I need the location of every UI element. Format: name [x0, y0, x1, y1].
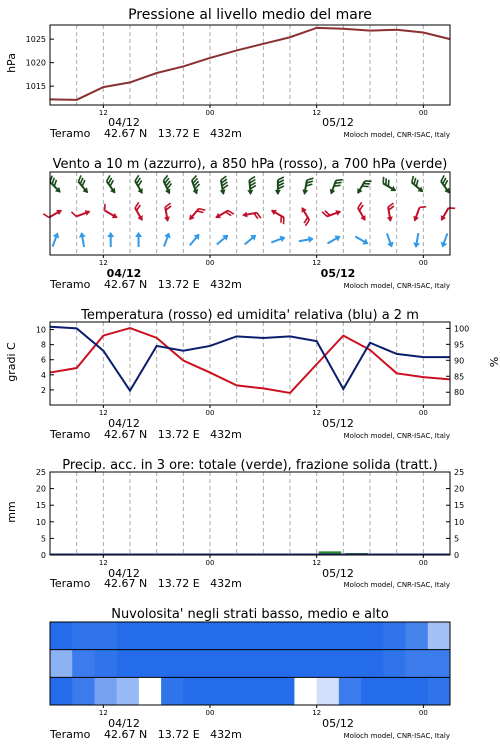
- wind-barb: [159, 175, 175, 195]
- date-label-2: 05/12: [322, 116, 354, 129]
- title-clouds: Nuvolosita' negli strati basso, medio e alto: [111, 607, 389, 622]
- wind-barb-head: [85, 208, 92, 215]
- wind-barb: [412, 232, 421, 248]
- y-tick-label: 1015: [25, 82, 46, 92]
- ylabel-precip: mm: [5, 501, 18, 523]
- wind-barb: [354, 202, 371, 222]
- y-tick-label-right: 20: [454, 484, 465, 494]
- cloud-cell: [228, 650, 251, 678]
- date-label-1: 04/12: [108, 116, 140, 129]
- wind-barb: [297, 206, 314, 226]
- wind-barb: [298, 235, 314, 244]
- wind-barb: [385, 203, 397, 222]
- time-tick-label: 00: [205, 259, 215, 267]
- cloud-cell: [294, 622, 317, 650]
- cloud-cell: [50, 677, 73, 705]
- coords-label: 42.67 N 13.72 E 432m: [104, 278, 242, 291]
- wind-barb: [354, 233, 370, 247]
- cloud-cell: [361, 677, 384, 705]
- wind-barb-head: [387, 216, 394, 222]
- y-tick-label-right: 10: [454, 517, 465, 527]
- ylabel-pressure: hPa: [5, 53, 18, 73]
- wind-barb-head: [247, 190, 253, 196]
- wind-barb-head: [220, 189, 227, 195]
- wind-barb: [135, 232, 142, 247]
- panel-frame: [50, 25, 450, 105]
- cloud-cell: [228, 677, 251, 705]
- wind-barb-head: [112, 213, 119, 221]
- wind-barb: [268, 207, 288, 224]
- date-label-2: 05/12: [322, 417, 354, 430]
- wind-barb: [103, 175, 121, 195]
- model-credit: Moloch model, CNR-ISAC, Italy: [343, 581, 450, 589]
- cloud-cell: [72, 622, 95, 650]
- station-label: Teramo: [50, 728, 91, 741]
- cloud-cell: [117, 677, 140, 705]
- panel-frame: [50, 472, 450, 555]
- wind-barb: [270, 234, 286, 246]
- y-tick-label: 15: [35, 501, 46, 511]
- time-tick-label: 00: [205, 409, 215, 417]
- cloud-cell: [117, 622, 140, 650]
- cloud-cell: [94, 622, 117, 650]
- cloud-cell: [183, 622, 206, 650]
- wind-barb: [101, 204, 121, 221]
- wind-barb-head: [355, 188, 363, 195]
- cloud-cell: [72, 677, 95, 705]
- y-tick-label-right: 25: [454, 468, 465, 477]
- cloud-cell: [206, 650, 229, 678]
- time-tick-label: 12: [98, 409, 108, 417]
- wind-arrow-head: [412, 242, 420, 248]
- wind-barb: [131, 202, 148, 222]
- cloud-cell: [339, 677, 362, 705]
- wind-barb-head: [301, 189, 308, 195]
- y-tick-label: 4: [40, 370, 46, 380]
- cloud-cell: [383, 677, 406, 705]
- station-label: Teramo: [50, 127, 91, 140]
- cloud-cell: [428, 677, 451, 705]
- time-tick-label: 12: [312, 259, 322, 267]
- wind-arrow-head: [439, 242, 447, 249]
- wind-barb: [438, 204, 455, 224]
- cloud-cell: [161, 677, 184, 705]
- wind-barb: [107, 232, 114, 247]
- wind-arrow-head: [308, 235, 314, 243]
- y-tick-label-right: 15: [454, 501, 465, 511]
- date-label-2: 05/12: [320, 267, 356, 280]
- wind-barb-head: [192, 189, 199, 196]
- model-credit: Moloch model, CNR-ISAC, Italy: [343, 432, 450, 440]
- wind-barb: [162, 203, 174, 222]
- time-tick-label: 00: [418, 559, 428, 567]
- cloud-cell: [50, 650, 73, 678]
- cloud-cell: [294, 677, 317, 705]
- y-tick-label: 5: [40, 534, 46, 544]
- wind-barb: [215, 232, 231, 247]
- cloud-cell: [183, 677, 206, 705]
- wind-barb: [328, 177, 343, 197]
- wind-barb-head: [412, 216, 419, 223]
- y-tick-label: 10: [35, 325, 46, 335]
- cloud-cell: [406, 677, 429, 705]
- cloud-cell: [183, 650, 206, 678]
- y-tick-label-right: 85: [454, 372, 465, 382]
- ylabel-temperature: gradi C: [5, 342, 18, 382]
- time-tick-label: 12: [312, 559, 322, 567]
- time-tick-label: 12: [98, 559, 108, 567]
- humidity-line: [50, 327, 450, 391]
- time-tick-label: 00: [205, 109, 215, 117]
- y-tick-label: 20: [35, 484, 46, 494]
- wind-barb: [275, 177, 284, 195]
- cloud-cell: [317, 677, 340, 705]
- wind-barb: [78, 232, 87, 248]
- wind-barb: [188, 176, 203, 196]
- y-tick-label: 0: [40, 551, 46, 560]
- cloud-cell: [383, 622, 406, 650]
- wind-arrow-head: [107, 232, 114, 237]
- y-tick-label-right: 95: [454, 340, 465, 350]
- cloud-cell: [50, 622, 73, 650]
- time-tick-label: 00: [418, 709, 428, 717]
- date-label-2: 05/12: [322, 567, 354, 580]
- cloud-cell: [317, 622, 340, 650]
- wind-barb-head: [299, 206, 307, 213]
- title-pressure: Pressione al livello medio del mare: [128, 7, 372, 23]
- cloud-cell: [339, 650, 362, 678]
- wind-barb: [437, 175, 455, 195]
- cloud-cell: [206, 622, 229, 650]
- wind-barb: [187, 204, 205, 224]
- wind-arrow-head: [334, 233, 342, 242]
- cloud-cell: [317, 650, 340, 678]
- ylabel-temperature-right: %: [487, 356, 500, 368]
- wind-arrow-head: [362, 238, 370, 247]
- cloud-cell: [72, 650, 95, 678]
- wind-arrow-head: [387, 242, 395, 249]
- cloud-cell: [94, 677, 117, 705]
- y-tick-label-right: 100: [454, 324, 470, 334]
- date-label-1: 04/12: [108, 717, 140, 730]
- wind-barb: [217, 176, 229, 195]
- wind-barb: [74, 175, 92, 195]
- wind-barb-flag: [278, 177, 284, 180]
- wind-barb: [412, 204, 427, 224]
- wind-barb: [439, 232, 451, 248]
- wind-barb: [322, 206, 342, 221]
- wind-barb: [355, 177, 372, 197]
- wind-barb-head: [242, 212, 248, 219]
- pressure-line: [50, 28, 450, 100]
- wind-barb: [242, 209, 261, 221]
- wind-barb-head: [269, 207, 276, 215]
- title-wind: Vento a 10 m (azzurro), a 850 hPa (rosso), a 700 hPa (verde): [52, 157, 448, 172]
- station-label: Teramo: [50, 577, 91, 590]
- model-credit: Moloch model, CNR-ISAC, Italy: [343, 732, 450, 740]
- wind-arrow-head: [78, 232, 86, 238]
- coords-label: 42.67 N 13.72 E 432m: [104, 577, 242, 590]
- cloud-cell: [250, 677, 273, 705]
- cloud-cell: [161, 650, 184, 678]
- wind-barb-head: [360, 215, 368, 222]
- wind-barb: [408, 176, 428, 194]
- wind-arrow-head: [53, 231, 61, 238]
- wind-barb-head: [214, 213, 221, 221]
- wind-arrow-head: [279, 234, 286, 242]
- station-label: Teramo: [50, 278, 91, 291]
- station-label: Teramo: [50, 428, 91, 441]
- wind-arrow-head: [164, 231, 172, 238]
- cloud-cell: [361, 650, 384, 678]
- wind-barb: [49, 231, 61, 247]
- coords-label: 42.67 N 13.72 E 432m: [104, 728, 242, 741]
- y-tick-label: 25: [35, 468, 46, 477]
- date-label-1: 04/12: [108, 417, 140, 430]
- wind-barb-head: [137, 215, 145, 222]
- wind-barb: [131, 175, 148, 195]
- title-temperature: Temperatura (rosso) ed umidita' relativa (blu) a 2 m: [81, 308, 419, 323]
- cloud-cell: [406, 650, 429, 678]
- wind-barb-head: [438, 215, 446, 222]
- y-tick-label: 8: [40, 340, 46, 350]
- wind-barb: [71, 206, 91, 221]
- y-tick-label: 1025: [25, 35, 46, 45]
- wind-barb: [301, 177, 313, 196]
- time-tick-label: 00: [418, 109, 428, 117]
- cloud-cell: [250, 622, 273, 650]
- wind-barb: [326, 233, 342, 247]
- y-tick-label-right: 80: [454, 388, 465, 398]
- cloud-cell: [361, 622, 384, 650]
- time-tick-label: 12: [312, 409, 322, 417]
- y-tick-label: 2: [40, 385, 46, 395]
- model-credit: Moloch model, CNR-ISAC, Italy: [343, 282, 450, 290]
- time-tick-label: 00: [205, 709, 215, 717]
- wind-barb-head: [328, 189, 335, 196]
- cloud-cell: [117, 650, 140, 678]
- coords-label: 42.67 N 13.72 E 432m: [104, 428, 242, 441]
- wind-arrow-head: [135, 232, 142, 237]
- cloud-cell: [250, 650, 273, 678]
- wind-barb-flag: [336, 178, 343, 183]
- coords-label: 42.67 N 13.72 E 432m: [104, 127, 242, 140]
- y-tick-label: 6: [40, 355, 46, 365]
- wind-barb: [187, 232, 202, 248]
- date-label-1: 04/12: [106, 267, 142, 280]
- wind-barb: [43, 205, 63, 222]
- cloud-cell: [428, 622, 451, 650]
- wind-barb-head: [335, 208, 342, 215]
- cloud-cell: [139, 677, 162, 705]
- wind-barb: [161, 231, 173, 247]
- wind-barb-flag: [71, 211, 76, 218]
- date-label-1: 04/12: [108, 567, 140, 580]
- y-tick-label-right: 90: [454, 356, 465, 366]
- cloud-cell: [339, 622, 362, 650]
- cloud-cell: [272, 622, 295, 650]
- time-tick-label: 12: [312, 709, 322, 717]
- cloud-cell: [161, 622, 184, 650]
- wind-barb: [242, 232, 258, 247]
- model-credit: Moloch model, CNR-ISAC, Italy: [343, 131, 450, 139]
- wind-barb-head: [56, 207, 63, 215]
- cloud-cell: [294, 650, 317, 678]
- wind-barb: [214, 206, 234, 223]
- wind-barb-head: [275, 190, 281, 195]
- cloud-cell: [139, 650, 162, 678]
- wind-barb-flag: [43, 212, 49, 219]
- time-tick-label: 00: [418, 259, 428, 267]
- wind-barb: [246, 177, 257, 196]
- title-precip: Precip. acc. in 3 ore: totale (verde), frazione solida (tratt.): [62, 458, 438, 473]
- wind-barb-head: [165, 188, 173, 195]
- cloud-cell: [383, 650, 406, 678]
- cloud-cell: [272, 677, 295, 705]
- wind-barb-head: [137, 188, 145, 195]
- time-tick-label: 12: [98, 709, 108, 717]
- cloud-cell: [139, 622, 162, 650]
- time-tick-label: 12: [98, 259, 108, 267]
- wind-barb-head: [164, 216, 171, 222]
- wind-barb: [46, 176, 65, 195]
- cloud-cell: [428, 650, 451, 678]
- y-tick-label-right: 0: [454, 551, 460, 560]
- time-tick-label: 12: [312, 109, 322, 117]
- wind-barb: [384, 232, 396, 248]
- y-tick-label: 1020: [25, 58, 46, 68]
- y-tick-label-right: 5: [454, 534, 460, 544]
- cloud-cell: [94, 650, 117, 678]
- date-label-2: 05/12: [322, 717, 354, 730]
- cloud-cell: [272, 650, 295, 678]
- time-tick-label: 12: [98, 109, 108, 117]
- y-tick-label: 10: [35, 517, 46, 527]
- cloud-cell: [406, 622, 429, 650]
- cloud-cell: [228, 622, 251, 650]
- cloud-cell: [206, 677, 229, 705]
- time-tick-label: 00: [205, 559, 215, 567]
- time-tick-label: 00: [418, 409, 428, 417]
